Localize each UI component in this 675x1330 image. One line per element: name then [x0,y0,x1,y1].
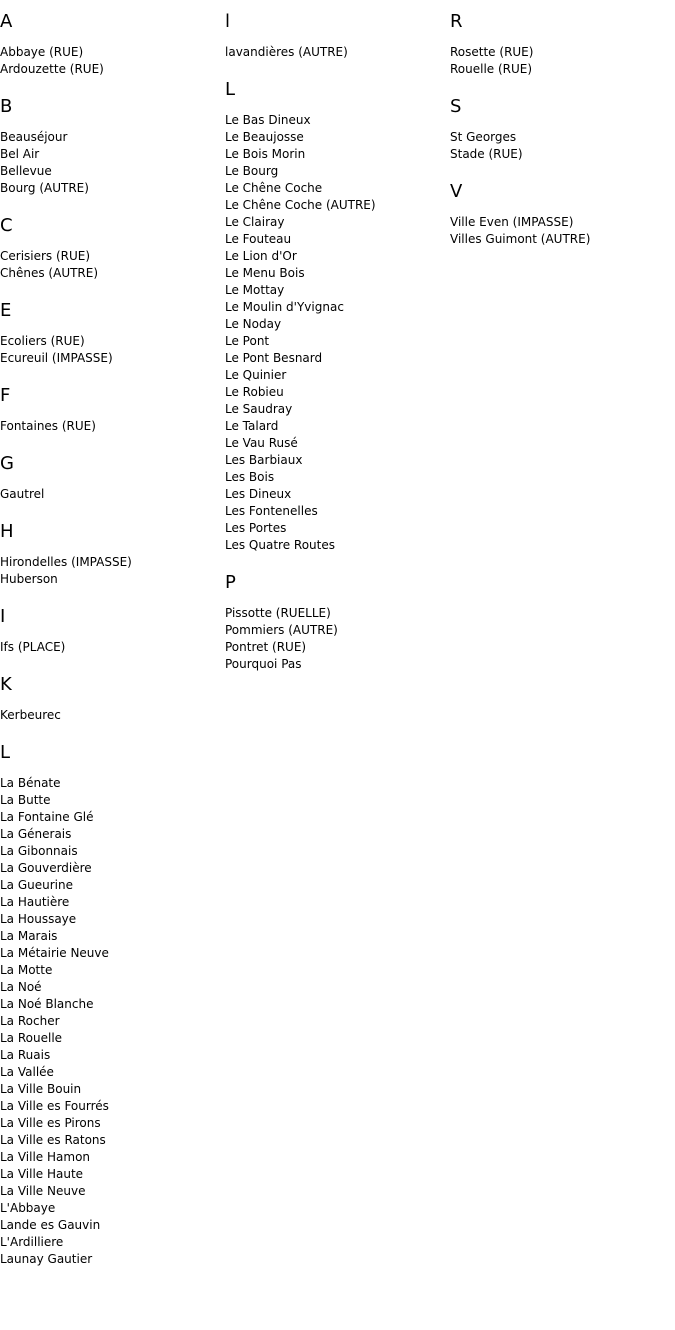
street-link-la-noe-blanche[interactable]: La Noé Blanche [0,997,94,1011]
street-link-les-portes[interactable]: Les Portes [225,521,287,535]
street-link-le-noday[interactable]: Le Noday [225,317,282,331]
letter-heading: E [0,300,12,321]
street-list [0,639,220,656]
street-link-le-bas-dineux[interactable]: Le Bas Dineux [225,113,311,127]
street-link-bourg-autre[interactable]: Bourg (AUTRE) [0,181,89,195]
street-list [450,214,670,248]
street-link-lande-es-gauvin[interactable]: Lande es Gauvin [0,1218,101,1232]
street-link-la-ville-haute[interactable]: La Ville Haute [0,1167,84,1181]
street-link-les-bois[interactable]: Les Bois [225,470,275,484]
street-list [0,486,220,503]
letter-group-g [0,452,220,503]
street-link-fontaines-rue[interactable]: Fontaines (RUE) [0,419,96,433]
letter-group-h [0,520,220,588]
street-link-ville-even-impasse[interactable]: Ville Even (IMPASSE) [450,215,574,229]
street-link-le-vau-ruse[interactable]: Le Vau Rusé [225,436,298,450]
letter-group-l [225,78,445,554]
letter-group-p [225,571,445,673]
street-link-le-chene-coche-autre[interactable]: Le Chêne Coche (AUTRE) [225,198,376,212]
street-list [0,129,220,197]
letter-group-e [0,299,220,367]
street-list [0,418,220,435]
street-link-pissotte-ruelle[interactable]: Pissotte (RUELLE) [225,606,331,620]
street-link-hirondelles-impasse[interactable]: Hirondelles (IMPASSE) [0,555,132,569]
street-link-gautrel[interactable]: Gautrel [0,487,45,501]
letter-heading: V [450,181,463,202]
street-link-la-butte[interactable]: La Butte [0,793,51,807]
street-link-l-ardilliere[interactable]: L'Ardilliere [0,1235,64,1249]
street-link-le-fouteau[interactable]: Le Fouteau [225,232,292,246]
letter-group-v [450,180,670,248]
street-link-pourquoi-pas[interactable]: Pourquoi Pas [225,657,302,671]
street-link-la-gibonnais[interactable]: La Gibonnais [0,844,78,858]
letter-group-r [450,10,670,78]
letter-heading: G [0,453,14,474]
letter-group-i [0,605,220,656]
letter-heading: L [225,79,236,100]
street-link-bellevue[interactable]: Bellevue [0,164,52,178]
street-link-le-mottay[interactable]: Le Mottay [225,283,285,297]
street-link-abbaye-rue[interactable]: Abbaye (RUE) [0,45,84,59]
street-link-le-quinier[interactable]: Le Quinier [225,368,287,382]
street-link-la-metairie-neuve[interactable]: La Métairie Neuve [0,946,109,960]
letter-group-l [225,10,445,61]
street-link-la-gouverdiere[interactable]: La Gouverdière [0,861,92,875]
street-list [450,44,670,78]
letter-group-k [0,673,220,724]
street-link-la-ville-bouin[interactable]: La Ville Bouin [0,1082,82,1096]
street-link-le-talard[interactable]: Le Talard [225,419,279,433]
street-link-launay-gautier[interactable]: Launay Gautier [0,1252,93,1266]
street-link-le-pont[interactable]: Le Pont [225,334,270,348]
street-link-le-chene-coche[interactable]: Le Chêne Coche [225,181,323,195]
street-link-la-rocher[interactable]: La Rocher [0,1014,60,1028]
street-link-ecureuil-impasse[interactable]: Ecureuil (IMPASSE) [0,351,113,365]
letter-heading: L [0,742,11,763]
street-link-le-bois-morin[interactable]: Le Bois Morin [225,147,306,161]
street-link-beausejour[interactable]: Beauséjour [0,130,68,144]
letter-group-b [0,95,220,197]
street-link-ardouzette-rue[interactable]: Ardouzette (RUE) [0,62,104,76]
street-list [450,129,670,163]
street-link-rosette-rue[interactable]: Rosette (RUE) [450,45,534,59]
letter-heading: P [225,572,236,593]
street-link-le-saudray[interactable]: Le Saudray [225,402,293,416]
street-list [0,333,220,367]
street-list [0,248,220,282]
street-link-les-barbiaux[interactable]: Les Barbiaux [225,453,303,467]
street-link-le-beaujosse[interactable]: Le Beaujosse [225,130,304,144]
letter-heading: F [0,385,11,406]
letter-heading: S [450,96,462,117]
street-link-les-dineux[interactable]: Les Dineux [225,487,292,501]
street-link-la-generais[interactable]: La Génerais [0,827,72,841]
letter-heading: I [0,606,6,627]
street-link-le-clairay[interactable]: Le Clairay [225,215,285,229]
street-link-bel-air[interactable]: Bel Air [0,147,40,161]
letter-heading: B [0,96,13,117]
street-list [0,775,220,1268]
street-link-le-menu-bois[interactable]: Le Menu Bois [225,266,305,280]
street-link-la-ville-es-ratons[interactable]: La Ville es Ratons [0,1133,106,1147]
street-link-la-ville-es-pirons[interactable]: La Ville es Pirons [0,1116,101,1130]
street-link-pommiers-autre[interactable]: Pommiers (AUTRE) [225,623,338,637]
street-link-la-houssaye[interactable]: La Houssaye [0,912,77,926]
street-link-la-rouelle[interactable]: La Rouelle [0,1031,63,1045]
street-link-la-fontaine-gle[interactable]: La Fontaine Glé [0,810,94,824]
street-link-la-hautiere[interactable]: La Hautière [0,895,70,909]
street-list [0,554,220,588]
letter-group-a [0,10,220,78]
street-link-le-pont-besnard[interactable]: Le Pont Besnard [225,351,323,365]
street-link-huberson[interactable]: Huberson [0,572,58,586]
street-link-chenes-autre[interactable]: Chênes (AUTRE) [0,266,99,280]
street-link-le-robieu[interactable]: Le Robieu [225,385,284,399]
letter-group-c [0,214,220,282]
letter-heading: R [450,11,463,32]
letter-group-l [0,741,220,1268]
street-link-la-ruais[interactable]: La Ruais [0,1048,51,1062]
street-link-la-benate[interactable]: La Bénate [0,776,61,790]
street-link-le-lion-d-or[interactable]: Le Lion d'Or [225,249,297,263]
letter-heading: C [0,215,13,236]
street-list [225,44,445,61]
street-link-la-gueurine[interactable]: La Gueurine [0,878,74,892]
street-link-rouelle-rue[interactable]: Rouelle (RUE) [450,62,533,76]
letter-heading: K [0,674,12,695]
letter-heading: H [0,521,14,542]
letter-heading: A [0,11,13,32]
street-link-ifs-place[interactable]: Ifs (PLACE) [0,640,66,654]
street-link-la-marais[interactable]: La Marais [0,929,58,943]
letter-group-f [0,384,220,435]
street-link-ecoliers-rue[interactable]: Ecoliers (RUE) [0,334,85,348]
street-link-le-moulin-d-yvignac[interactable]: Le Moulin d'Yvignac [225,300,344,314]
street-link-cerisiers-rue[interactable]: Cerisiers (RUE) [0,249,91,263]
letter-group-s [450,95,670,163]
letter-heading: l [225,11,231,32]
street-list [225,605,445,673]
index-column-2 [225,10,445,690]
street-link-le-bourg[interactable]: Le Bourg [225,164,279,178]
street-link-la-motte[interactable]: La Motte [0,963,53,977]
street-list [0,707,220,724]
street-link-kerbeurec[interactable]: Kerbeurec [0,708,61,722]
street-link-la-ville-neuve[interactable]: La Ville Neuve [0,1184,86,1198]
street-link-la-ville-hamon[interactable]: La Ville Hamon [0,1150,91,1164]
street-link-les-quatre-routes[interactable]: Les Quatre Routes [225,538,335,552]
street-link-les-fontenelles[interactable]: Les Fontenelles [225,504,318,518]
street-list [0,44,220,78]
street-link-la-noe[interactable]: La Noé [0,980,42,994]
street-link-la-ville-es-fourres[interactable]: La Ville es Fourrés [0,1099,109,1113]
street-link-stade-rue[interactable]: Stade (RUE) [450,147,523,161]
street-link-l-abbaye[interactable]: L'Abbaye [0,1201,56,1215]
street-link-la-vallee[interactable]: La Vallée [0,1065,54,1079]
street-link-lavandieres-autre[interactable]: lavandières (AUTRE) [225,45,348,59]
index-column-1 [0,10,220,1285]
street-link-pontret-rue[interactable]: Pontret (RUE) [225,640,307,654]
street-list [225,112,445,554]
street-link-villes-guimont-autre[interactable]: Villes Guimont (AUTRE) [450,232,591,246]
index-column-3 [450,10,670,265]
street-link-st-georges[interactable]: St Georges [450,130,517,144]
